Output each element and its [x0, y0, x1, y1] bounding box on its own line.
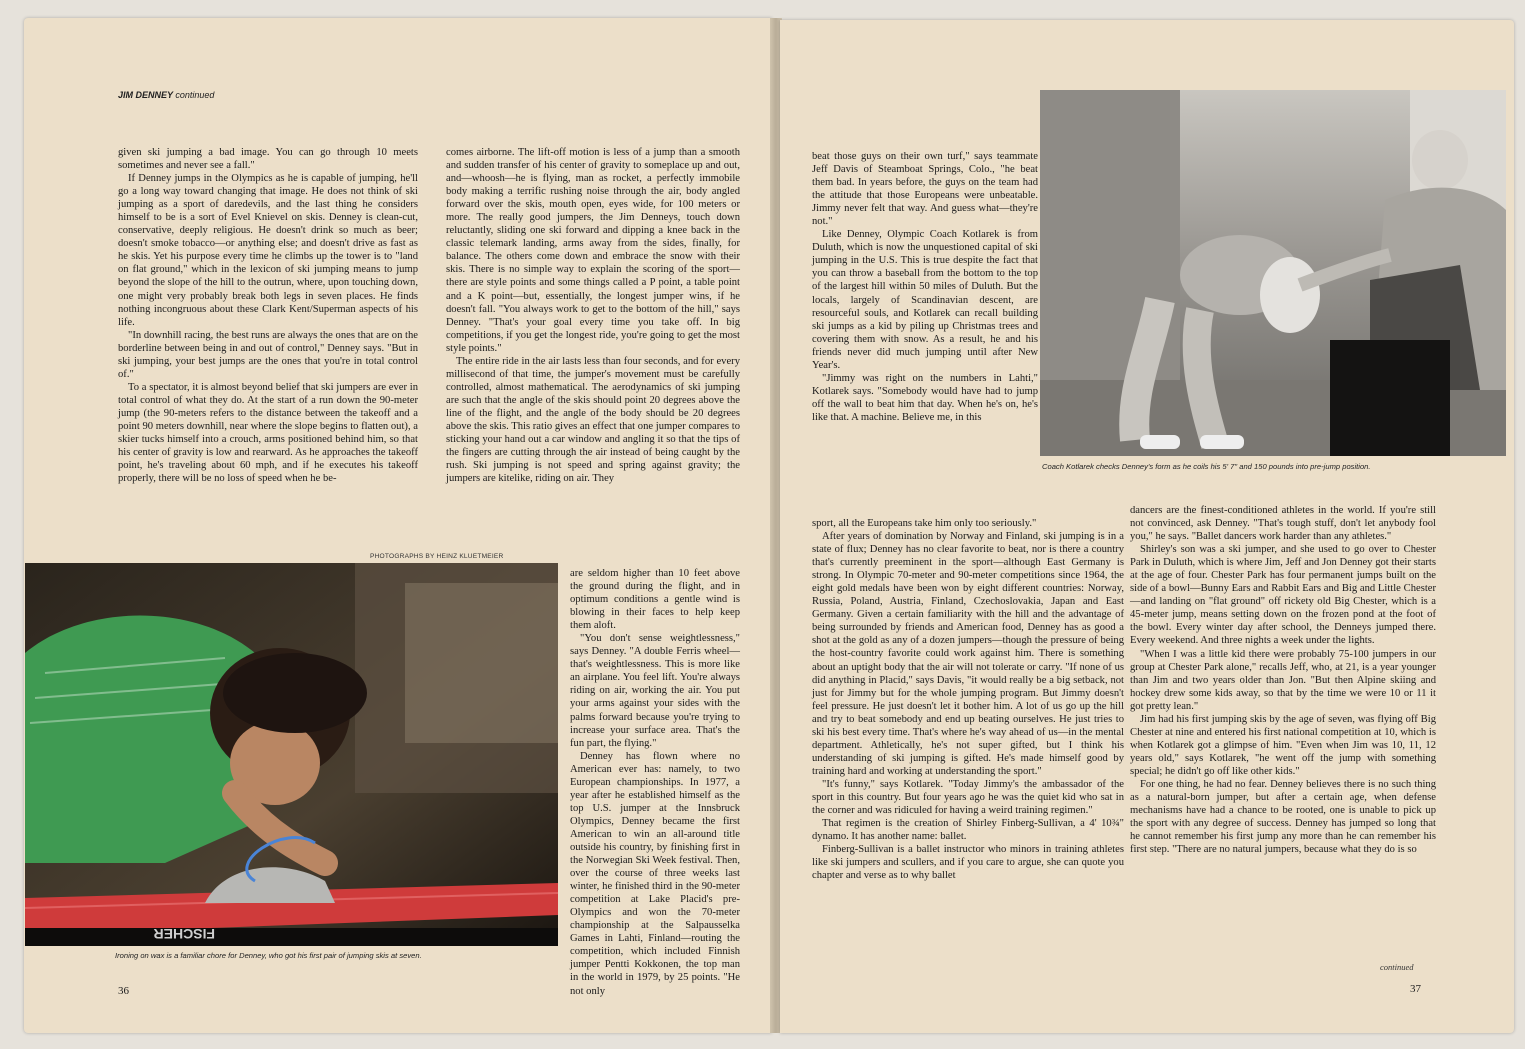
running-head: JIM DENNEY continued — [118, 90, 215, 100]
photo-coach-kotlarek — [1040, 90, 1506, 456]
paragraph: After years of domination by Norway and Finland, ski jumping is in a state of flux; Denney has no clear favorite to beat, nor is there a country that's currently preeminent in the sport—although East Germany is strong. In Olympic 70-meter and 90-meter competitions since 1964, the eight gold medals have been won by eight different countries: Norway, Russia, Poland, Austria, Finland, Czechoslovakia, Japan and East Germany. Given a certain familiarity with the hill and the advantage of being surrounded by friends and American food, Denney has as good a shot at the gold as any of a dozen jumpers—though the pressure of being the host-country favorite could work against him. There is something about an uptight body that the air will not tolerate or carry. "If none of us did anything in Placid," says Davis, "it would really be a big setback, not just for Jimmy but for the whole jumping program. But Jimmy doesn't feel pressure. He just doesn't let it bother him. A lot of us go up the hill and try to beat somebody and end up beating ourselves. He just tries to ski his best every time. That's where he's way ahead of us—in the mental department. Athletically, he's not super gifted, but I think his understanding of ski jumping is gifted. He's made himself good by training hard and working at understanding the sport." — [812, 531, 1124, 777]
photo-caption-left: Ironing on wax is a familiar chore for Denney, who got his first pair of jumping skis at seven. — [115, 951, 422, 960]
paragraph: "When I was a little kid there were probably 75-100 jumpers in our group at Chester Park alone," recalls Jeff, who, at 21, is a year younger than Jim and two years older than Jon. "But then Alpine skiing and hockey drew some kids away, so that by the time we were 10 or 11 it got pretty lean." — [1130, 648, 1436, 712]
page-number-left: 36 — [118, 985, 129, 997]
ironing-wax-photo — [25, 563, 558, 946]
paragraph: "In downhill racing, the best runs are always the ones that are on the borderline between being in and out of control," Denney says. "But in ski jumping, your best jumps are the ones that you're in total control of." — [118, 329, 418, 380]
paragraph: That regimen is the creation of Shirley Finberg-Sullivan, a 4' 10¾" dynamo. It has another name: ballet. — [812, 818, 1124, 843]
article-column-2-top — [446, 146, 740, 566]
paragraph: If Denney jumps in the Olympics as he is capable of jumping, he'll go a long way toward changing that image. He does not think of ski jumping as a sport of daredevils, and the last thing he considers himself to be is a sort of Evel Knievel on skis. Denney is clean-cut, conservative, deeply religious. He doesn't drink so much as beer; doesn't smoke tobacco—or anything else; and doesn't drive as fast as he skis. Yet his purpose every time he climbs up the tower is to "land on flat ground," which in the lexicon of ski jumping means to jump beyond the slope of the hill to the outrun, where, upon touching down, one might very probably break both legs in seven places. He finds nothing incongruous about these Clark Kent/Superman aspects of his life. — [118, 173, 418, 328]
page-number-right: 37 — [1410, 983, 1421, 995]
paragraph: Like Denney, Olympic Coach Kotlarek is from Duluth, which is now the unquestioned capital of ski jumping in the U.S. This is true despite the fact that you can throw a baseball from the bottom to the top of the largest hill within 50 miles of Duluth. But the locals, largely of Scandinavian descent, are resourceful souls, and Kotlarek can recall building ski jumps as a kid by piling up Christmas trees and covering them with snow. As a result, he and his friends never did much jumping until after New Year's. — [812, 229, 1038, 371]
photo-ironing-wax — [25, 563, 558, 946]
article-column-3-top — [812, 150, 1038, 517]
paragraph: "You don't sense weightlessness," says Denney. "A double Ferris wheel—that's weightlessness. This is more like an airplane. You feel lift. You're always riding on air, working the air. You put your arms against your sides with the palms forward because you're trying to increase your surface area. That's the fun part, the flying." — [570, 633, 740, 749]
paragraph: "It's funny," says Kotlarek. "Today Jimmy's the ambassador of the sport in this country. But four years ago he was the quiet kid who sat in the corner and was ridiculed for having a weird training regimen." — [812, 778, 1124, 817]
photo-caption-right: Coach Kotlarek checks Denney's form as he coils his 5' 7" and 150 pounds into pre-jump position. — [1042, 462, 1371, 471]
ski-brand-text: FISCHER — [153, 926, 215, 942]
paragraph: comes airborne. The lift-off motion is less of a jump than a smooth and sudden transfer of his center of gravity to someplace up and out, and—whoosh—he is flying, man as rocket, a perfectly immobile body making a terrific rushing noise through the air, body angled forward over the skis, mouth open, eyes wide, for 100 meters or more. The really good jumpers, the Jim Denneys, touch down reluctantly, sliding one ski forward and dipping a knee back in the classic telemark landing, arms away from the sides, finally, for balance. The others come down and embrace the snow with their skis. There is no simple way to explain the scoring of the sport—there are style points and some things called a P point, a table point and a K point—but, essentially, the longest jumper wins, if he doesn't fall. "You always work to get to the bottom of the hill," says Denney. "That's your goal every time you take off. In big competitions, if you get the longest ride, you're going to get the most style points." — [446, 147, 740, 354]
paragraph: Jim had his first jumping skis by the age of seven, was flying off Big Chester at nine and entered his first national competition at 10, which is when Kotlarek got a glimpse of him. "Even when Jim was 10, 11, 12 years old," says Kotlarek, "he went off the jump with something special; he didn't go off like other kids." — [1130, 713, 1436, 777]
paragraph: Denney has flown where no American ever has: namely, to two European championships. In 1977, a year after he established himself as the top U.S. jumper at the Innsbruck Olympics, Denney became the first American to win an all-around title outside his country, by finishing first in the Norwegian Ski Week festival. Then, over the course of three weeks last winter, he finished third in the 90-meter competition at Lake Placid's pre-Olympics and won the 70-meter championship at the Salpausselka Games in Lahti, Finland—routing the competition, which included Finnish jumper Pentti Kokkonen, the top man in the world in 1979, by 25 points. "He not only — [570, 750, 740, 997]
paragraph: Shirley's son was a ski jumper, and she used to go over to Chester Park in Duluth, which is where Jim, Jeff and Jon Denney got their starts at the age of four. Chester Park has four permanent jumps built on the side of a bowl—Bunny Ears and Rabbit Ears and Big and Little Chester—and landing on "flat ground" off rickety old Big Chester, which is a 45-meter jump, means setting down on the frozen pond at the foot of the bowl. Every winter day after school, the Denneys jumped there. Every weekend. And three nights a week under the lights. — [1130, 544, 1436, 647]
paragraph: The entire ride in the air lasts less than four seconds, and for every millisecond of that time, the jumper's movement must be carefully controlled, almost mathematical. The aerodynamics of ski jumping are such that the angle of the skis should point 20 degrees above the line of the flight, and the angle of the body should be 20 degrees above the skis. This ratio gives an effect that one jumper compares to sticking your hand out a car window and angling it so that the tips of the fingers are cutting through the air instead of being caught by the rush. Ski jumping is not speed and spring against gravity; the jumpers are kitelike, riding on air. They — [446, 355, 740, 485]
paragraph: dancers are the finest-conditioned athletes in the world. If you're still not convinced, ask Denney. "That's tough stuff, don't let anybody fool you," he says. "Ballet dancers work harder than any athletes." — [1130, 505, 1436, 543]
continued-mark: continued — [1380, 962, 1414, 972]
paragraph: beat those guys on their own turf," says teammate Jeff Davis of Steamboat Springs, Colo., "he beat them bad. In years before, the guys on the team had the attitude that those Europeans were unbeatable. Jimmy never felt that way. And guess what—they're not." — [812, 151, 1038, 228]
running-head-continued: continued — [175, 90, 215, 100]
article-column-1 — [118, 146, 418, 539]
paragraph: To a spectator, it is almost beyond belief that ski jumpers are ever in total control of what they do. At the start of a run down the 90-meter jump (the 90-meters refers to the distance between the takeoff and a point 90 meters downhill, near where the slope begins to flatten out), a skier tucks himself into a crouch, arms positioned behind him, so that his center of gravity is low and rearward. As he approaches the takeoff point, he's traveling about 60 mph, and if he executes his takeoff properly, there will be no loss of speed when he be- — [118, 381, 418, 485]
paragraph: given ski jumping a bad image. You can go through 10 meets sometimes and never see a fall." — [118, 147, 418, 172]
paragraph: are seldom higher than 10 feet above the ground during the flight, and in optimum conditions a gentle wind is blowing in their faces to help keep them aloft. — [570, 568, 740, 632]
paragraph: Finberg-Sullivan is a ballet instructor who minors in training athletes like ski jumpers and scullers, and if you care to argue, she can quote you chapter and verse as to why ballet — [812, 844, 1124, 882]
article-column-4 — [1130, 504, 1436, 964]
article-column-2-bottom — [570, 567, 740, 997]
paragraph: sport, all the Europeans take him only too seriously." — [812, 518, 1037, 529]
paragraph: "Jimmy was right on the numbers in Lahti," Kotlarek says. "Somebody would have had to jump off the wall to beat him that day. When he's on, he's like that. A machine. Believe me, in this — [812, 372, 1038, 423]
article-column-3-bottom — [812, 517, 1124, 979]
paragraph: For one thing, he had no fear. Denney believes there is no such thing as a natural-born jumper, but after a certain age, when defense mechanisms have had a chance to be rooted, one is unable to pick up the sport with any degree of success. Denney has jumped so long that he cannot remember his first jump any more than he can remember his first step. "There are no natural jumpers, because what they do is so — [1130, 778, 1436, 856]
photo-credit: PHOTOGRAPHS BY HEINZ KLUETMEIER — [370, 553, 504, 560]
coach-photo — [1040, 90, 1506, 456]
